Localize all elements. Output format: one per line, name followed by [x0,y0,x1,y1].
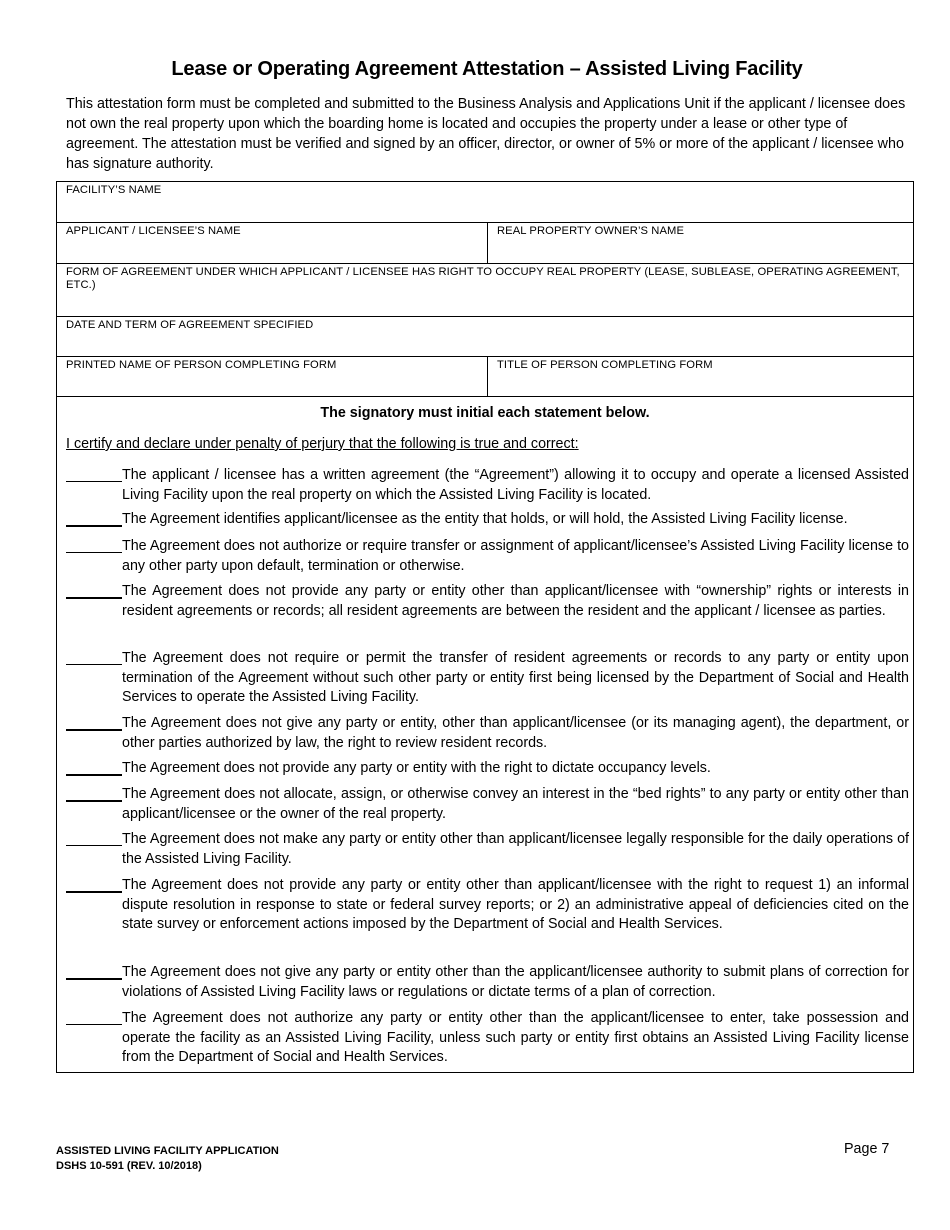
page-number: Page 7 [844,1141,890,1157]
date-and-term-field[interactable] [57,317,913,356]
initial-line-6[interactable] [66,729,122,731]
property-owner-name-label: REAL PROPERTY OWNER’S NAME [497,225,685,237]
statement-text-12: The Agreement does not authorize any party or entity other than the applicant/licensee to enter, take possession and operate the facility as an Assisted Living Facility, unless such party or entity first obtains an Assisted Living Facility license from the Department of Social and Health Services. [122,1010,909,1066]
initial-line-7[interactable] [66,774,122,776]
attestation-form [56,181,914,1073]
statement-10 [66,876,909,935]
statement-text-11: The Agreement does not give any party or entity other than the applicant/licensee authority to submit plans of correction for violations of Assisted Living Facility laws or regulations or dictate terms of a plan of correction. [122,964,909,1000]
printed-name-field[interactable] [57,357,487,396]
statement-text-2: The Agreement identifies applicant/licensee as the entity that holds, or will hold, the Assisted Living Facility license. [122,511,848,527]
applicant-name-field[interactable] [57,223,487,263]
statement-7 [66,759,909,779]
statement-9 [66,830,909,869]
date-and-term-label: DATE AND TERM OF AGREEMENT SPECIFIED [66,319,314,331]
statement-6 [66,714,909,753]
footer-form-number: DSHS 10-591 (REV. 10/2018) [56,1160,202,1172]
statement-text-10: The Agreement does not provide any party or entity other than applicant/licensee with the right to request 1) an informal dispute resolution in response to state or federal survey reports; or 2) an administrative appeal of deficiencies cited on the state survey or enforcement actions imposed by the Department of Social and Health Services. [122,877,909,933]
title-of-person-field[interactable] [487,357,915,396]
certify-text: I certify and declare under penalty of perjury that the following is true and correct [66,436,575,452]
initial-line-5[interactable] [66,664,122,665]
row-facility-name [57,182,913,223]
initial-line-12[interactable] [66,1024,122,1025]
facility-name-label: FACILITY’S NAME [66,184,162,196]
statement-8 [66,785,909,824]
footer-form-name: ASSISTED LIVING FACILITY APPLICATION [56,1145,279,1157]
title-of-person-label: TITLE OF PERSON COMPLETING FORM [497,359,713,371]
statement-text-1: The applicant / licensee has a written agreement (the “Agreement”) allowing it to occupy and operate a licensed Assisted Living Facility upon the real property on which the Assisted Living Facility is located. [122,467,909,503]
initial-line-2[interactable] [66,525,122,527]
row-person [57,357,913,397]
statement-text-3: The Agreement does not authorize or require transfer or assignment of applicant/licensee’s Assisted Living Facility license to any other party upon default, termination or otherwise. [122,538,909,574]
statement-1 [66,466,909,505]
statement-text-9: The Agreement does not make any party or entity other than applicant/licensee legally responsible for the daily operations of the Assisted Living Facility. [122,831,909,867]
facility-name-field[interactable] [57,182,913,222]
statement-text-5: The Agreement does not require or permit the transfer of resident agreements or records to any party or entity upon termination of the Agreement without such other party or entity first being licensed by the Department of Social and Health Services to operate the Assisted Living Facility. [122,650,909,706]
statement-3 [66,537,909,576]
statement-4 [66,582,909,621]
intro-paragraph: This attestation form must be completed and submitted to the Business Analysis and Applications Unit if the applicant / licensee does not own the real property upon which the boarding home is located and occupies the property under a lease or other type of agreement. The attestation must be verified and signed by an officer, director, or owner of 5% or more of the applicant / licensee who has signature authority. [66,96,906,172]
form-of-agreement-field[interactable] [57,264,913,316]
statement-11 [66,963,909,1002]
row-form-of-agreement [57,264,913,317]
initial-line-4[interactable] [66,597,122,599]
statement-2 [66,510,909,530]
initial-line-1[interactable] [66,481,122,482]
footer-form-info [56,1144,279,1174]
printed-name-label: PRINTED NAME OF PERSON COMPLETING FORM [66,359,337,371]
statement-text-6: The Agreement does not give any party or entity, other than applicant/licensee (or its managing agent), the department, or other parties authorized by law, the right to review resident records. [122,715,909,751]
statement-text-7: The Agreement does not provide any party or entity with the right to dictate occupancy levels. [122,760,711,776]
statement-text-4: The Agreement does not provide any party or entity other than applicant/licensee with “ownership” rights or interests in resident agreements or records; all resident agreements are between the resident and the applicant / licensee as parties. [122,583,909,619]
initial-line-11[interactable] [66,978,122,980]
statement-text-8: The Agreement does not allocate, assign, or otherwise convey an interest in the “bed rights” to any party or entity other than applicant/licensee or the owner of the real property. [122,786,909,822]
initial-line-9[interactable] [66,845,122,846]
statement-12 [66,1009,909,1068]
form-of-agreement-label: FORM OF AGREEMENT UNDER WHICH APPLICANT / LICENSEE HAS RIGHT TO OCCUPY REAL PROPERTY (LEASE, SUBLEASE, OPERATING AGREEMENT, ETC.) [66,266,900,291]
property-owner-name-field[interactable] [487,223,915,263]
initial-line-10[interactable] [66,891,122,893]
initial-line-8[interactable] [66,800,122,802]
page-title: Lease or Operating Agreement Attestation – Assisted Living Facility [171,58,803,80]
row-date-and-term [57,317,913,357]
signatory-heading: The signatory must initial each statement below. [320,405,650,421]
initial-line-3[interactable] [66,552,122,553]
certify-colon: : [574,436,579,452]
statement-5 [66,649,909,708]
row-names [57,223,913,264]
certify-statement [66,436,579,452]
applicant-name-label: APPLICANT / LICENSEE’S NAME [66,225,241,237]
